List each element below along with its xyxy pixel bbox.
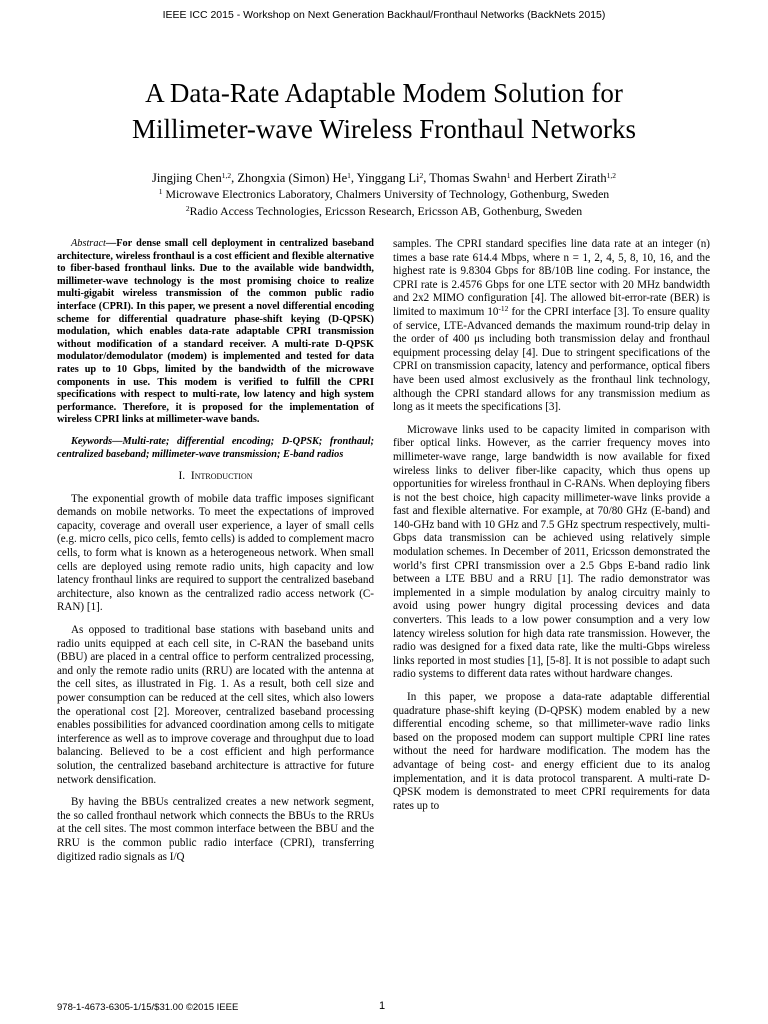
author-name: Herbert Zirath	[534, 171, 607, 185]
section-heading	[57, 470, 374, 484]
body-paragraph: Microwave links used to be capacity limited in comparison with fiber optical links. However, as the carrier frequency moves into millimeter-wave range, large bandwidth is now available for fixed wireless links to deliver fiber-like capacity, which thus opens up opportunities for wireless fronthaul in C-RANs. When deploying fibers is not the best choice, high capacity millimeter-wave links provide a fast and flexible alternative. For example, at 70/80 GHz (E-band) and 140-GHz band with 10 GHz and 7.5 GHz spectrum respectively, multi-Gbps data transmission can be achieved using relatively simple modulation schemes. In December of 2011, Ericsson demonstrated the world’s first CPRI transmission over a 2.5 Gbps E-band radio link between a LTE BBU and a RRU [1]. The radio demonstrator was implemented in a simple modulation by analog circuitry mainly to avoid using power hungry digital processing devices and data converters. This leads to a low power consumption and a very low latency wireless solution for high data rate transmission. However, the radio was designed for a fixed data rate, like the multi-Gbps wireless links reported in most studies [1], [5-8]. It is not possible to adapt such radio systems to different data rates without hardware changes.	[393, 423, 710, 681]
page-number: 1	[379, 1000, 386, 1012]
section-numeral: I.	[178, 470, 186, 483]
author-affiliation-mark: 1	[347, 171, 351, 180]
author-list	[40, 170, 728, 187]
author-name: Zhongxia (Simon) He	[237, 171, 348, 185]
section-title: Introduction	[190, 470, 253, 483]
author-affiliation-mark: 1,2	[221, 171, 232, 180]
body-paragraph: The exponential growth of mobile data traffic imposes significant demands on mobile networks. To meet the expectations of improved capacity, coverage and overall user experience, a layer of small cells (e.g. micro cells, pico cells, femto cells) is added to complement macro cells, to form what is known as a heterogeneous network. When small cells are deployed using remote radio units, high capacity and low latency fronthaul links are required to support the centralized baseband architecture, also known as the centralized radio access network (C-RAN) [1].	[57, 492, 374, 614]
author-name: Jingjing Chen	[151, 171, 222, 185]
body-paragraph: In this paper, we propose a data-rate adaptable differential quadrature phase-shift keying (D-QPSK) modem enabled by a new differential encoding scheme, so that millimeter-wave radio links based on the proposed modem can support multiple CPRI line rates without the need for hardware modification. The modem has the advantage of being cost- and energy efficient due to its analog implementation, and it is data protocol transparent. A multi-rate D-QPSK modem is demonstrated to meet CPRI requirements for data rates up to	[393, 691, 710, 812]
author-separator: ,	[350, 171, 357, 185]
paragraph-text: samples. The CPRI standard specifies line data rate at an integer (n) times a base rate 614.4 Mbps, where n = 1, 2, 4, 5, 8, 10, 16, and the highest rate is 9.8304 Gbps for 8B/10B line coding. For instance, the CPRI rate is 2.4576 Gbps for one LTE sector with 20 MHz bandwidth and 2x2 MIMO configuration [4]. The allowed bit-error-rate (BER) is limited to maximum 10	[393, 238, 710, 318]
author-separator: and	[510, 171, 535, 185]
author-name: Yinggang Li	[356, 171, 420, 185]
title-line-2: Millimeter-wave Wireless Fronthaul Networks	[131, 114, 636, 144]
affiliation-text: Microwave Electronics Laboratory, Chalmers University of Technology, Gothenburg, Sweden	[165, 187, 610, 201]
left-column	[57, 238, 374, 873]
author-name: Thomas Swahn	[429, 171, 507, 185]
abstract-text: —For dense small cell deployment in centralized baseband architecture, wireless fronthaul is a cost efficient and flexible alternative to fiber-based fronthaul links. Due to the available wide bandwidth, millimeter-wave technology is the most promising choice to realize multi-gigabit wireless transmission of the common public radio interface (CPRI). In this paper, we present a novel differential encoding scheme for differential quadrature phase-shift keying (D-QPSK) modulation, which enables data-rate adaptable CPRI transmission without modification of a standard receiver. A multi-rate D-QPSK modulator/demodulator (modem) is implemented and tested for data rates up to 10 Gbps, limited by the bandwidth of the microwave components in use. This modem is verified to fulfill the CPRI specifications with respect to multi-rate, low latency and high system performance. Therefore, it is proposed for the implementation of wireless CPRI links at millimeter-wave bands.	[57, 238, 374, 426]
author-separator: ,	[231, 171, 238, 185]
author-affiliation-mark: 2	[419, 171, 424, 180]
affiliation-1	[40, 186, 728, 202]
paper-title	[40, 75, 728, 147]
paragraph-text: for the CPRI interface [3]. To ensure quality of service, LTE-Advanced demands the maximum round-trip delay in the order of 400 μs including both transmission delay and fronthaul equipment processing delay [4]. Due to stringent specifications of the CPRI on transmission capacity, latency and performance, optical fibers have been used almost exclusively as the fronthaul link technology, although the CPRI standard allows for any transmission medium as long as it meets the specifications [3].	[393, 305, 710, 414]
abstract-lead: Abstract	[71, 238, 106, 249]
keywords: Keywords—Multi-rate; differential encoding; D-QPSK; fronthaul; centralized baseband; millimeter-wave transmission; E-band radios	[57, 435, 374, 460]
abstract	[57, 238, 374, 427]
right-column	[393, 238, 710, 822]
copyright-footer: 978-1-4673-6305-1/15/$31.00 ©2015 IEEE	[57, 1002, 239, 1013]
exponent: -12	[498, 303, 509, 313]
title-line-1: A Data-Rate Adaptable Modem Solution for	[145, 78, 623, 108]
conference-header: IEEE ICC 2015 - Workshop on Next Generation Backhaul/Fronthaul Networks (BackNets 2015)	[162, 9, 606, 21]
body-paragraph: By having the BBUs centralized creates a new network segment, the so called fronthaul network which connects the BBUs to the RRUs at the cell sites. The most common interface between the BBU and the RRU is the common public radio interface (CPRI), transferring digitized radio signals as I/Q	[57, 796, 374, 863]
affiliation-mark: 1	[158, 187, 163, 196]
author-separator: ,	[423, 171, 430, 185]
body-paragraph: As opposed to traditional base stations with baseband units and radio units equipped at each cell site, in C-RAN the baseband units (BBU) are placed in a central office to perform centralized processing, and only the remote radio units (RRU) are located with the antenna at the cell sites, as illustrated in Fig. 1. As a result, both cell size and power consumption can be reduced at the cell sites, which also lowers the operational cost [2]. Moreover, centralized baseband processing enables possibilities for advanced coordination among cells to mitigate interference as well as to improve coverage and throughput due to load balancing. Believed to be a cost efficient and high performance solution, the centralized baseband architecture is attractive for future network densification.	[57, 624, 374, 786]
affiliation-2	[40, 203, 728, 219]
affiliation-text: Radio Access Technologies, Ericsson Research, Ericsson AB, Gothenburg, Sweden	[189, 204, 583, 218]
affiliation-mark: 2	[185, 204, 190, 213]
body-paragraph	[393, 238, 710, 415]
author-affiliation-mark: 1	[506, 171, 511, 180]
author-affiliation-mark: 1,2	[606, 171, 617, 180]
